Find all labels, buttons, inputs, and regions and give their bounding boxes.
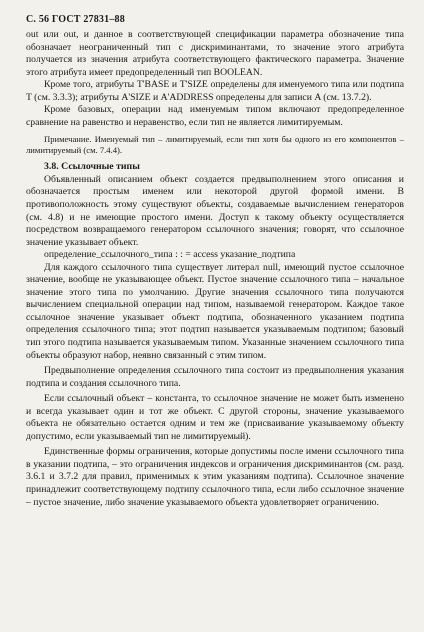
paragraph-null-literal: Для каждого ссылочного типа существует литерал null, имеющий пустое ссылочное значение, вообще не указывающее объект. Пустое значение ссылочного типа – начальное значение этого типа по умолчанию. Другие значения ссылочного типа получаются вычислением специальной операции над типом, называемой генератором. Каждое такое ссылочное значение указывает объект подтипа, обозначенного указанием подтипа определения ссылочного типа; этот подтип называется указываемым подтипом; базовый тип этого подтипа называется указываемым типом. Указанные значением ссылочного типа объекты образуют набор, неявно связанный с этим типом. bbox=[26, 261, 404, 361]
section-title: 3.8. Ссылочные типы bbox=[44, 161, 140, 173]
section-paragraph-1: Объявленный описанием объект создается предвыполнением этого описания и обозначается простым именем или некоторой другой формой имени. В противоположность этому существуют объекты, создаваемые вычислением генераторов (см. 4.8) и не имеющие простого имени. Доступ к такому объекту осуществляется посредством возвращаемого генератором ссылочного значения; говорят, что ссылочное значение указывает объект. bbox=[26, 173, 404, 248]
paragraph-2: Кроме того, атрибуты T'BASE и T'SIZE определены для именуемого типа или подтипа T (см. 3.3.3); атрибуты A'SIZE и A'ADDRESS определены для записи A (см. 13.7.2). bbox=[26, 79, 404, 103]
paragraph-constraints: Единственные формы ограничения, которые допустимы после имени ссылочного типа в указании подтипа, – это ограничения индексов и ограничения дискриминантов (см. разд. 3.6.1 и 3.7.2 для правил, применимых к этим указаниям подтипа). Ссылочное значение принадлежит соответствующему подтипу ссылочного типа, если либо ссылочное значение – пустое значение, либо значение указываемого объекта удовлетворяет ограничению. bbox=[26, 446, 404, 508]
syntax-formula: определение_ссылочного_типа : : = access указание_подтипа bbox=[44, 249, 296, 261]
note: Примечание. Именуемый тип – лимитируемый, если тип хотя бы одного из его компонентов – лимитируемый (см. 7.4.4). bbox=[26, 134, 404, 156]
paragraph-elaboration: Предвыполнение определения ссылочного типа состоит из предвыполнения указания подтипа и создания ссылочного типа. bbox=[26, 365, 404, 389]
paragraph-1: out или out, и данное в соответствующей спецификации параметра обозначение типа обозначает неограниченный тип с дискриминантами, то значение этого атрибута получается из значения атрибута соответствующего фактического параметра. Значение этого атрибута имеет предопределенный тип BOOLEAN. bbox=[26, 29, 404, 78]
paragraph-constant: Если ссылочный объект – константа, то ссылочное значение не может быть изменено и всегда указывает один и тот же объект. С другой стороны, значение указываемого объекта не обязательно остается одним и тем же (присваивание указываемому объекту допустимо, если указываемый тип не лимитируемый). bbox=[26, 393, 404, 442]
paragraph-3: Кроме базовых, операции над именуемым типом включают предопределенное сравнение на равенство и неравенство, если тип не является лимитируемым. bbox=[26, 104, 404, 128]
page-header: С. 56 ГОСТ 27831–88 bbox=[26, 14, 125, 25]
